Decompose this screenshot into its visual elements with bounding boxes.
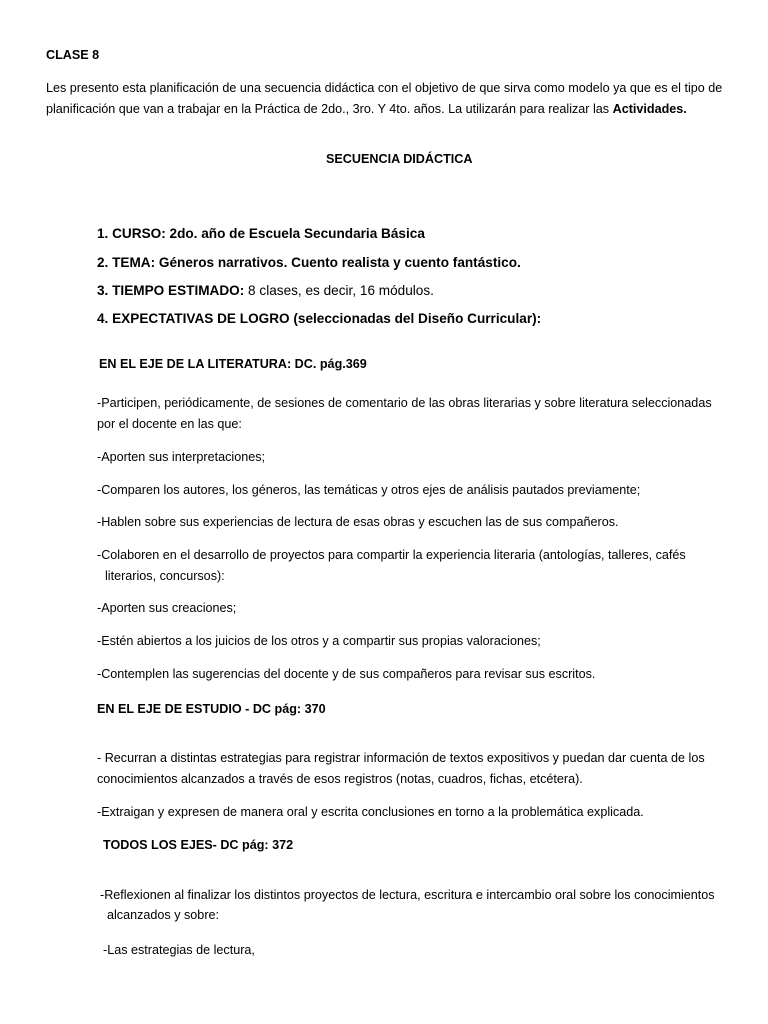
item-tiempo-value: 8 clases, es decir, 16 módulos. [244, 283, 434, 298]
literatura-line: -Aporten sus creaciones; [97, 601, 237, 615]
eje-literatura-heading: EN EL EJE DE LA LITERATURA: DC. pág.369 [99, 357, 367, 371]
todos-ejes-heading: TODOS LOS EJES- DC pág: 372 [103, 838, 294, 852]
intro-line-2-text: planificación que van a trabajar en la Práctica de 2do., 3ro. Y 4to. años. La utilizarán para realizar las [46, 102, 613, 116]
class-title: CLASE 8 [46, 48, 100, 62]
todos-line: alcanzados y sobre: [107, 908, 220, 922]
literatura-line: literarios, concursos): [105, 569, 225, 583]
item-curso: 1. CURSO: 2do. año de Escuela Secundaria Básica [97, 226, 425, 241]
literatura-line: -Aporten sus interpretaciones; [97, 450, 266, 464]
literatura-line: -Colaboren en el desarrollo de proyectos para compartir la experiencia literaria (antologías, talleres, cafés [97, 548, 686, 562]
estudio-line: -Extraigan y expresen de manera oral y escrita conclusiones en torno a la problemática explicada. [97, 805, 644, 819]
item-tiempo [97, 280, 434, 301]
literatura-line: -Contemplen las sugerencias del docente y de sus compañeros para revisar sus escritos. [97, 667, 596, 681]
literatura-line: -Hablen sobre sus experiencias de lectura de esas obras y escuchen las de sus compañeros. [97, 515, 619, 529]
eje-estudio-heading: EN EL EJE DE ESTUDIO - DC pág: 370 [97, 702, 326, 716]
literatura-line: -Comparen los autores, los géneros, las temáticas y otros ejes de análisis pautados previamente; [97, 483, 641, 497]
literatura-line: -Participen, periódicamente, de sesiones de comentario de las obras literarias y sobre literatura seleccionadas [97, 396, 712, 410]
actividades-label: Actividades. [612, 102, 687, 116]
estudio-line: - Recurran a distintas estrategias para registrar información de textos expositivos y puedan dar cuenta de los [97, 751, 705, 765]
todos-line: -Reflexionen al finalizar los distintos proyectos de lectura, escritura e intercambio oral sobre los conocimientos [100, 888, 715, 902]
item-tema: 2. TEMA: Géneros narrativos. Cuento realista y cuento fantástico. [97, 255, 521, 270]
todos-line: -Las estrategias de lectura, [103, 943, 255, 957]
item-expectativas: 4. EXPECTATIVAS DE LOGRO (seleccionadas del Diseño Curricular): [97, 311, 542, 326]
literatura-line: -Estén abiertos a los juicios de los otros y a compartir sus propias valoraciones; [97, 634, 541, 648]
intro-line-2 [46, 100, 687, 120]
section-title: SECUENCIA DIDÁCTICA [326, 152, 473, 166]
estudio-line: conocimientos alcanzados a través de esos registros (notas, cuadros, fichas, etcétera). [97, 772, 583, 786]
item-tiempo-label: 3. TIEMPO ESTIMADO: [97, 283, 245, 298]
intro-line-1: Les presento esta planificación de una secuencia didáctica con el objetivo de que sirva como modelo ya que es el tipo de [46, 81, 723, 95]
literatura-line: por el docente en las que: [97, 417, 242, 431]
